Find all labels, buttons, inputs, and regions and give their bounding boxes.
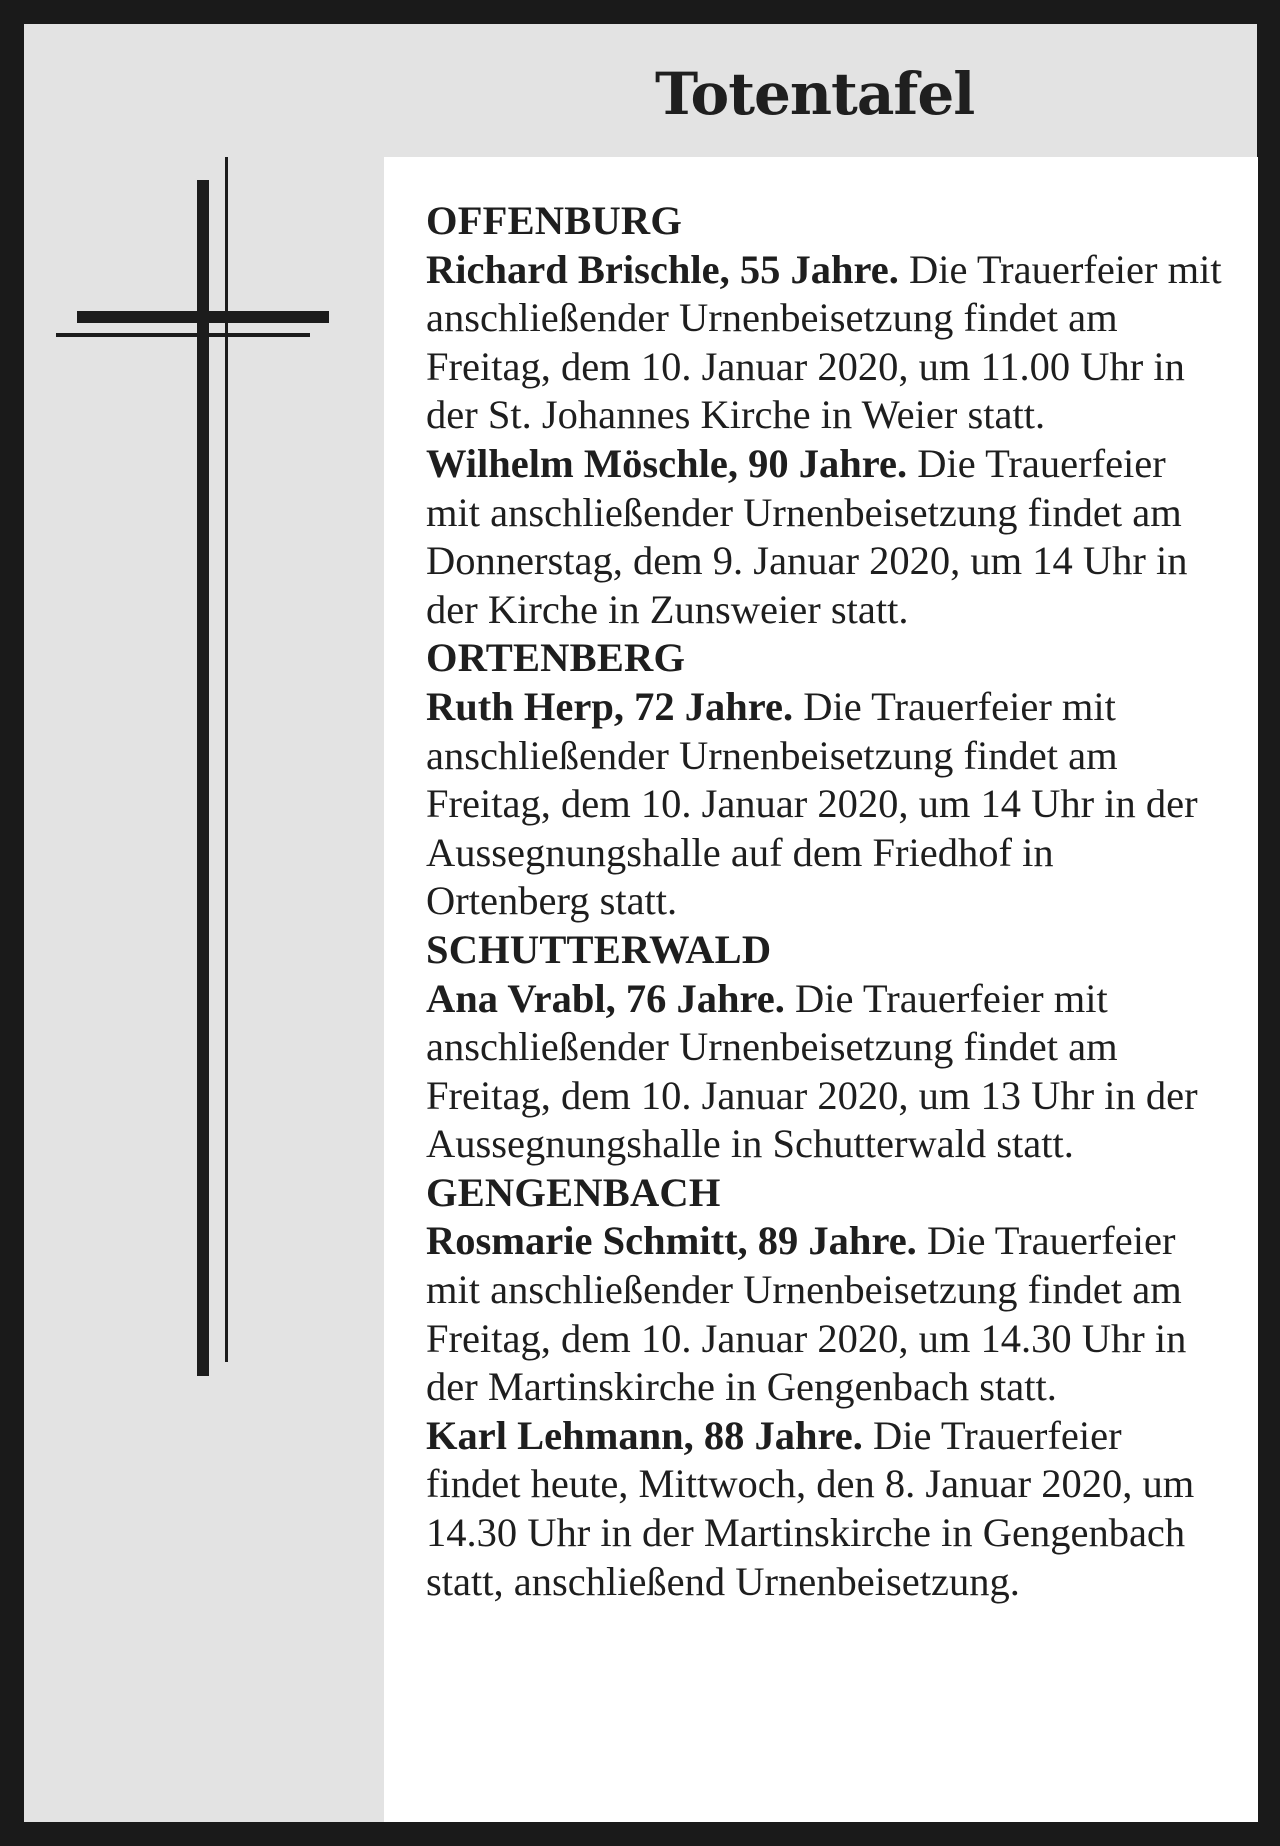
page-title: Totentafel bbox=[655, 60, 975, 128]
cross-horizontal-thick bbox=[77, 311, 329, 323]
entry-text: Die Trauerfeier mit anschließender Urnenbeisetzung findet am Freitag, dem 10. Januar 2020, um 14.30 Uhr in der Martinskirche in Gengenbach statt. bbox=[426, 1218, 1187, 1410]
cross-vertical-thick bbox=[197, 180, 209, 1376]
entry-name: Karl Lehmann, 88 Jahre. bbox=[426, 1412, 863, 1458]
obituary-list bbox=[384, 157, 1258, 1822]
obituary-entry bbox=[426, 246, 1226, 440]
entry-text: Die Trauerfeier mit anschließender Urnenbeisetzung findet am Freitag, dem 10. Januar 2020, um 13 Uhr in der Aussegnungshalle in Schutterwald statt. bbox=[426, 975, 1198, 1167]
obituary-entry bbox=[426, 683, 1226, 926]
entry-text: Die Trauerfeier mit anschließender Urnenbeisetzung findet am Freitag, dem 10. Januar 2020, um 11.00 Uhr in der St. Johannes Kirche in Weier statt. bbox=[426, 246, 1222, 438]
entry-text: Die Trauerfeier mit anschließender Urnenbeisetzung findet am Freitag, dem 10. Januar 2020, um 14 Uhr in der Aussegnungshalle auf dem Friedhof in Ortenberg statt. bbox=[426, 683, 1198, 924]
obituary-entry bbox=[426, 440, 1226, 634]
city-heading-gengenbach: GENGENBACH bbox=[426, 1169, 721, 1215]
city-heading-offenburg: OFFENBURG bbox=[426, 198, 683, 243]
entry-name: Richard Brischle, 55 Jahre. bbox=[426, 246, 899, 292]
entry-text: Die Trauerfeier findet heute, Mittwoch, den 8. Januar 2020, um 14.30 Uhr in der Martinskirche in Gengenbach statt, anschließend Urnenbeisetzung. bbox=[426, 1412, 1195, 1604]
entry-text: Die Trauerfeier mit anschließender Urnenbeisetzung findet am Donnerstag, dem 9. Januar 2020, um 14 Uhr in der Kirche in Zunsweier statt. bbox=[426, 440, 1188, 632]
cross-horizontal-thin bbox=[56, 333, 310, 337]
obituary-entry bbox=[426, 1217, 1226, 1411]
obituary-entry bbox=[426, 1412, 1226, 1606]
entry-name: Wilhelm Möschle, 90 Jahre. bbox=[426, 440, 908, 486]
entry-name: Rosmarie Schmitt, 89 Jahre. bbox=[426, 1218, 917, 1264]
city-heading-schutterwald: SCHUTTERWALD bbox=[426, 926, 772, 972]
city-heading-ortenberg: ORTENBERG bbox=[426, 635, 686, 681]
obituary-text bbox=[426, 197, 1226, 1606]
entry-name: Ruth Herp, 72 Jahre. bbox=[426, 683, 794, 729]
cross-vertical-thin bbox=[225, 157, 228, 1362]
entry-name: Ana Vrabl, 76 Jahre. bbox=[426, 975, 785, 1021]
obituary-entry bbox=[426, 975, 1226, 1169]
